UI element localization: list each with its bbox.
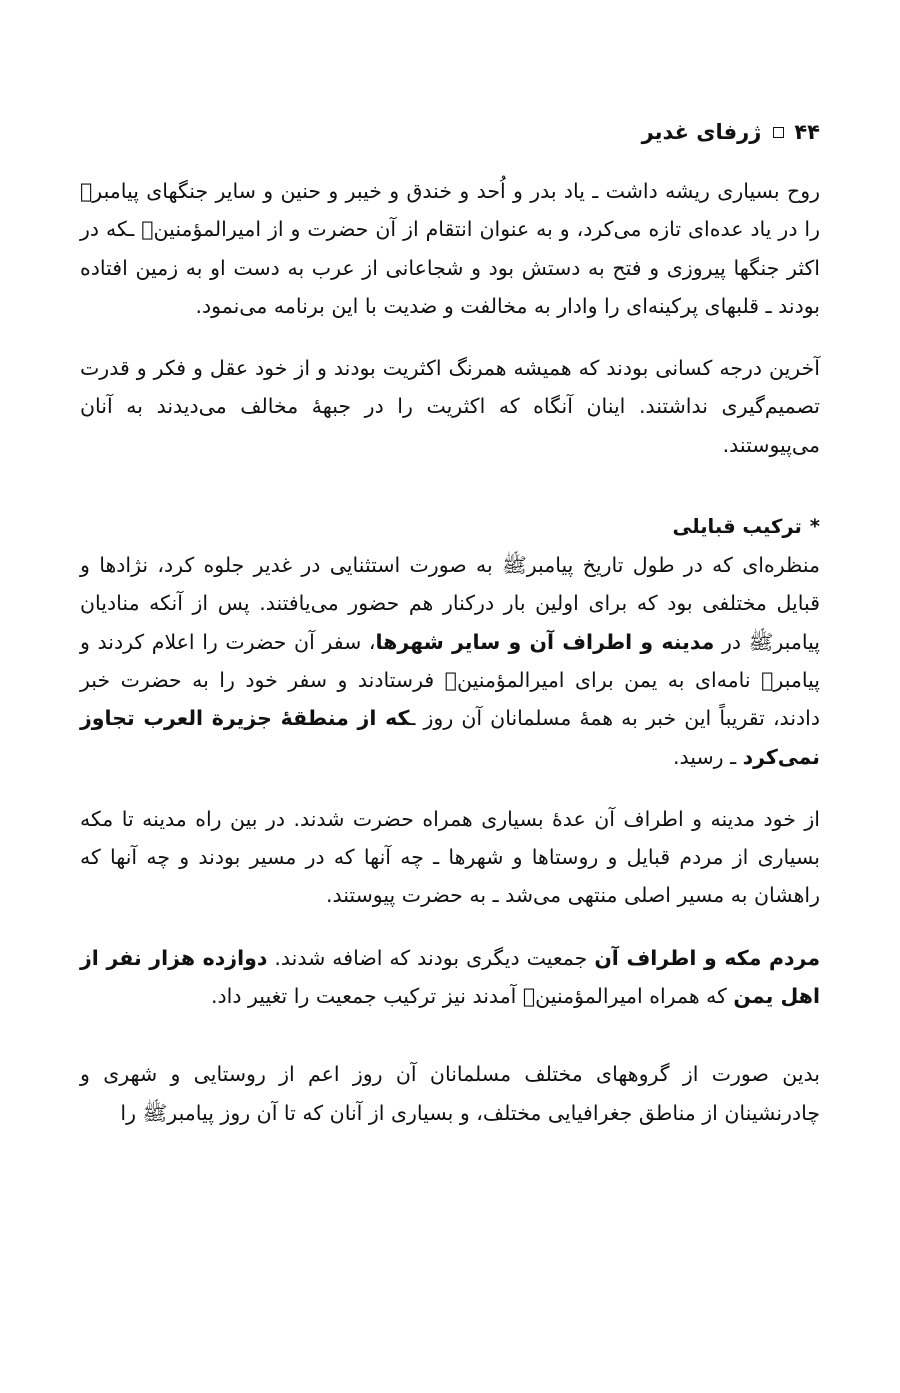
section-title: ترکیب قبایلی <box>672 515 802 539</box>
book-page <box>80 110 820 1132</box>
paragraph-5-bold-1: مردم مکه و اطراف آن <box>594 945 821 970</box>
paragraph-3-text-2: ، سفر آن حضرت را اعلام کردند و پیامبرﷺ نامه‌ای به یمن برای امیرالمؤمنینؑ فرستادند و سفر خود را به حضرت خبر دادند، تقریباً این خبر به همۀ مسلمانان آن روز ـ <box>80 629 820 731</box>
asterisk-icon: * <box>809 515 820 539</box>
paragraph-3-text-1: منظره‌ای که در طول تاریخ پیامبرﷺ به صورت استثنایی در غدیر جلوه کرد، نژادها و قبایل مختلفی بود که برای اولین بار درکنار هم حضور می‌یافتند. پس از آنکه منادیان پیامبرﷺ در <box>80 553 820 654</box>
square-bullet-icon <box>773 127 784 138</box>
paragraph-5 <box>80 939 820 1016</box>
paragraph-3-bold-2: که از منطقۀ جزیرة العرب تجاوز نمی‌کرد <box>80 706 820 769</box>
paragraph-3-bold-1: مدینه و اطراف آن و سایر شهرها <box>375 629 715 654</box>
paragraph-1: روح بسیاری ریشه داشت ـ یاد بدر و اُحد و خندق و خیبر و حنین و سایر جنگهای پیامبرﷺ را در یاد عده‌ای تازه می‌کرد، و به عنوان انتقام از آن حضرت و از امیرالمؤمنینؑ ـکه در اکثر جنگها پیروزی و فتح به دستش بود و شجاعانی از عرب به دست او به زمین افتاده بودند ـ قلبهای پرکینه‌ای را وادار به مخالفت و ضدیت با این برنامه می‌نمود. <box>80 179 820 318</box>
page-number: ۴۴ <box>794 120 820 144</box>
paragraph-2: آخرین درجه کسانی بودند که همیشه همرنگ اکثریت بودند و از خود عقل و فکر و قدرت تصمیم‌گیری نداشتند. اینان آنگاه که اکثریت را در جبهۀ مخالف می‌دیدند به آنان می‌پیوستند. <box>80 356 820 457</box>
paragraph-3-text-3: ـ رسید. <box>673 744 743 769</box>
paragraph-6: بدین صورت از گروههای مختلف مسلمانان آن روز اعم از روستایی و شهری و چادرنشینان از مناطق جغرافیایی مختلف، و بسیاری از آنان که تا آن روز پیامبرﷺ را <box>80 1062 820 1125</box>
page-header <box>80 110 820 154</box>
paragraph-5-text-1: جمعیت دیگری بودند که اضافه شدند. <box>267 945 595 970</box>
paragraph-5-bold-2: دوازده هزار نفر از اهل یمن <box>80 945 820 1009</box>
section-heading <box>80 508 820 546</box>
paragraph-3 <box>80 546 820 776</box>
paragraph-5-text-2: که همراه امیرالمؤمنینؑ آمدند نیز ترکیب جمعیت را تغییر داد. <box>211 984 734 1009</box>
paragraph-4: از خود مدینه و اطراف آن عدۀ بسیاری همراه حضرت شدند. در بین راه مدینه تا مکه بسیاری از مردم قبایل و روستاها و شهرها ـ چه آنها که در مسیر بودند و چه آنها که راهشان به مسیر اصلی منتهی می‌شد ـ به حضرت پیوستند. <box>80 806 820 908</box>
book-title: ژرفای غدیر <box>641 120 762 144</box>
